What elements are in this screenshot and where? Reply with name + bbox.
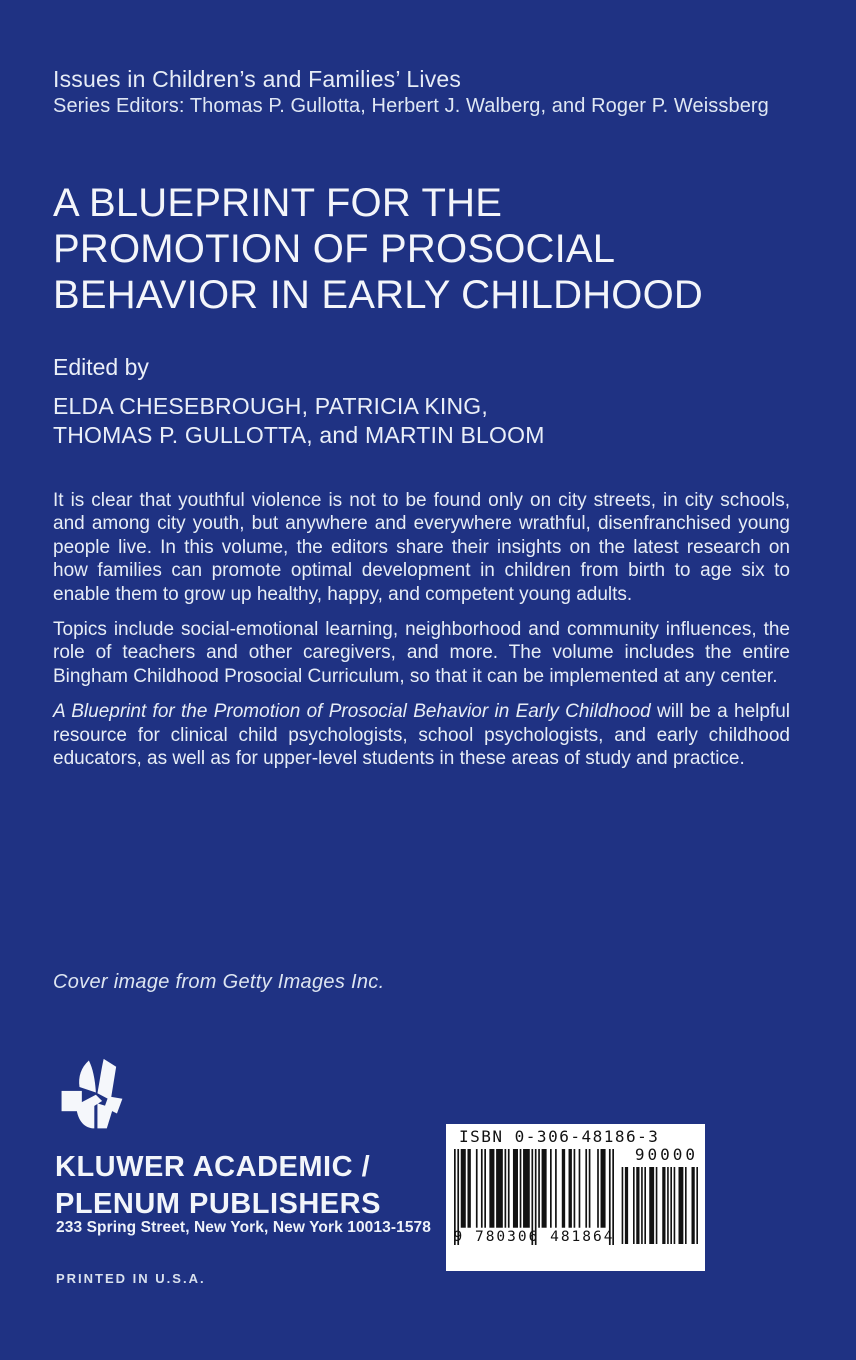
isbn-number-label: ISBN 0-306-48186-3 — [459, 1127, 660, 1146]
cover-image-credit: Cover image from Getty Images Inc. — [53, 971, 385, 993]
description-paragraph-3 — [53, 700, 790, 770]
series-editors: Series Editors: Thomas P. Gullotta, Herbert J. Walberg, and Roger P. Weissberg — [53, 95, 769, 117]
barcode-supplement-number: 90000 — [634, 1145, 698, 1164]
book-title — [53, 180, 753, 318]
publisher-name — [55, 1149, 381, 1223]
editor-names-line-2: THOMAS P. GULLOTTA, and MARTIN BLOOM — [53, 422, 545, 448]
edited-by-label: Edited by — [53, 354, 149, 380]
supplement-barcode — [620, 1167, 698, 1244]
publisher-address: 233 Spring Street, New York, New York 10013-1578 — [56, 1219, 431, 1236]
description-paragraph-3-title-italic: A Blueprint for the Promotion of Prosocial Behavior in Early Childhood — [53, 701, 651, 723]
description-paragraph-3-rest: will be a helpful resource for clinical child psychologists, school psychologists, and early childhood educators, as well as for upper-level students in these areas of study and practice. — [53, 701, 790, 770]
publisher-name-line-2: PLENUM PUBLISHERS — [55, 1188, 381, 1220]
series-title: Issues in Children’s and Families’ Lives — [53, 66, 462, 92]
description-paragraph-2: Topics include social-emotional learning, neighborhood and community influences, the role of teachers and other caregivers, and more. The volume includes the entire Bingham Childhood Prosocial Curriculum, so that it can be implemented at any center. — [53, 619, 790, 687]
ean-digits: 9 780306 481864 — [453, 1229, 615, 1245]
publisher-name-line-1: KLUWER ACADEMIC / — [55, 1151, 371, 1183]
book-title-line-2: PROMOTION OF PROSOCIAL — [53, 227, 616, 271]
description-paragraph-1: It is clear that youthful violence is not to be found only on city streets, in city schools, and among city youth, but anywhere and everywhere wrathful, disenfranchised young people live. In this volume, the editors share their insights on the latest research on how families can promote optimal development in children from birth to age six to enable them to grow up healthy, happy, and competent young adults. — [53, 490, 790, 605]
back-cover-description — [53, 489, 790, 782]
book-title-line-1: A BLUEPRINT FOR THE — [53, 181, 503, 225]
kluwer-plenum-logo-icon — [60, 1058, 138, 1153]
isbn-barcode-panel — [446, 1124, 705, 1271]
editor-names — [53, 392, 545, 450]
book-title-line-3: BEHAVIOR IN EARLY CHILDHOOD — [53, 273, 703, 317]
printed-in-usa-label: PRINTED IN U.S.A. — [56, 1271, 206, 1286]
editor-names-line-1: ELDA CHESEBROUGH, PATRICIA KING, — [53, 393, 488, 419]
